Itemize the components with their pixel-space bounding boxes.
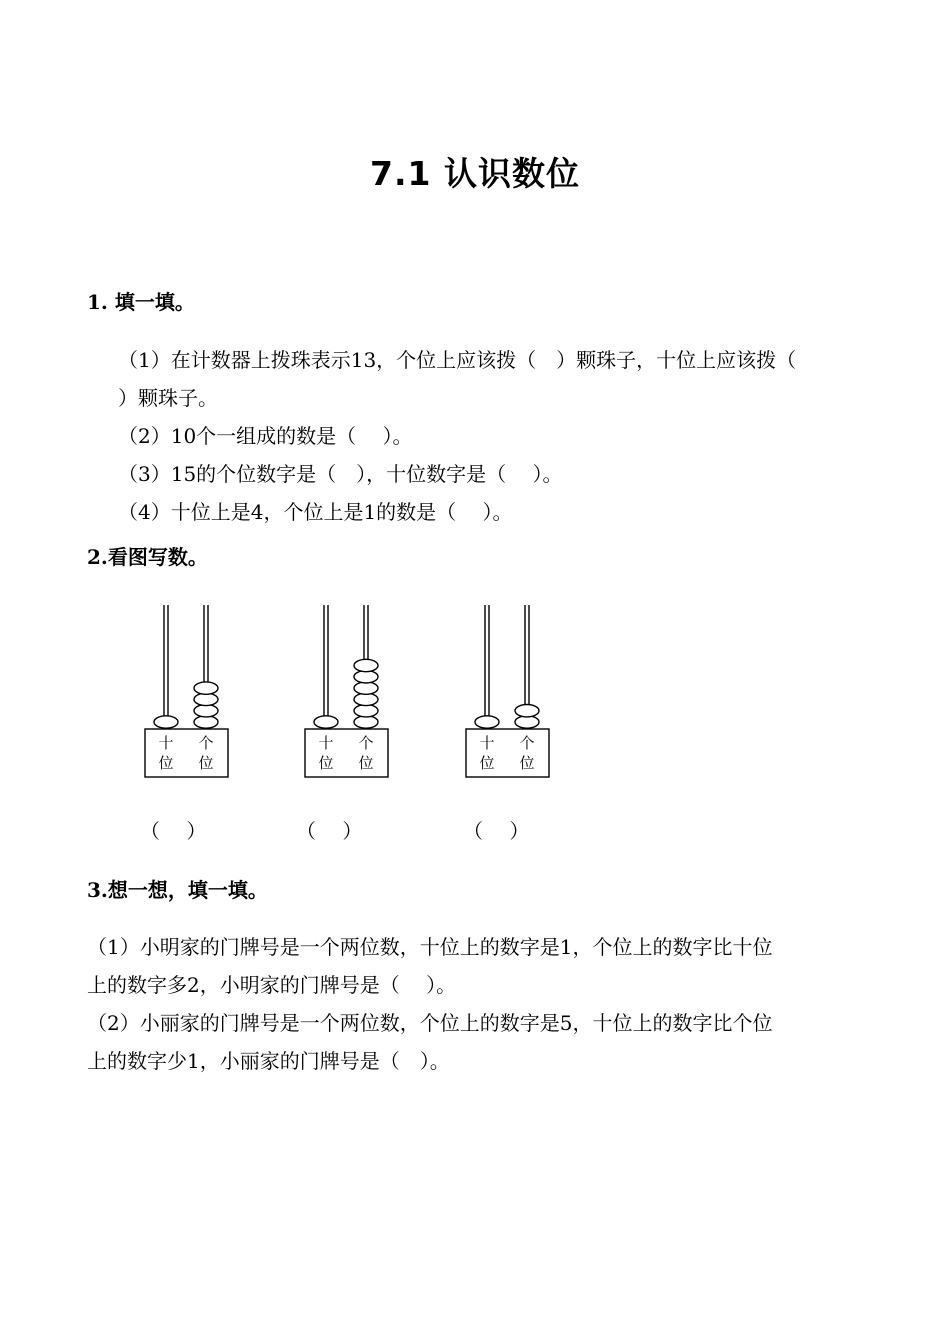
q2-heading: 2.看图写数。: [87, 545, 208, 569]
ones-bead: [354, 693, 378, 705]
ones-bead: [194, 682, 218, 694]
ones-label-char: 位: [198, 754, 214, 772]
tens-label-char: 位: [158, 754, 174, 772]
tens-label-char: 十: [158, 734, 174, 752]
abacus-base: [466, 729, 549, 777]
q1-item-3: （3）15的个位数字是（ ），十位数字是（ ）。: [118, 462, 563, 486]
q3-item-1-line-2: 上的数字多2，小明家的门牌号是（ ）。: [87, 973, 457, 997]
tens-label-char: 位: [318, 754, 334, 772]
q1-item-2: （2）10个一组成的数是（ ）。: [118, 424, 413, 448]
ones-bead: [354, 659, 378, 671]
tens-bead: [154, 716, 178, 728]
q1-heading: 1. 填一填。: [87, 290, 195, 314]
q3-item-2-line-1: （2）小丽家的门牌号是一个两位数，个位上的数字是5，十位上的数字比个位: [87, 1011, 773, 1035]
ones-bead: [354, 705, 378, 717]
abacus-figures: [0, 590, 950, 790]
tens-label-char: 位: [479, 754, 495, 772]
abacus-3: [466, 605, 549, 777]
ones-bead: [354, 716, 378, 728]
q2-answer-2: （ ）: [296, 819, 363, 843]
q2-answer-1: （ ）: [140, 819, 207, 843]
tens-label-char: 十: [318, 734, 334, 752]
ones-label-char: 个: [519, 734, 535, 752]
ones-label-char: 个: [198, 734, 214, 752]
tens-bead: [314, 716, 338, 728]
abacus-base: [145, 729, 228, 777]
q1-item-1-line-1: （1）在计数器上拨珠表示13，个位上应该拨（ ）颗珠子，十位上应该拨（: [118, 348, 797, 372]
ones-label-char: 位: [519, 754, 535, 772]
q3-item-1-line-1: （1）小明家的门牌号是一个两位数，十位上的数字是1，个位上的数字比十位: [87, 935, 773, 959]
tens-bead: [475, 716, 499, 728]
ones-bead: [515, 716, 539, 728]
ones-label-char: 位: [358, 754, 374, 772]
ones-bead: [354, 682, 378, 694]
abacus-2: [305, 605, 388, 777]
abacus-base: [305, 729, 388, 777]
abacus-1: [145, 605, 228, 777]
q1-item-1-line-2: ）颗珠子。: [118, 386, 218, 410]
ones-bead: [515, 705, 539, 717]
ones-bead: [194, 693, 218, 705]
ones-label-char: 个: [358, 734, 374, 752]
ones-bead: [354, 671, 378, 683]
tens-label-char: 十: [479, 734, 495, 752]
q3-heading: 3.想一想，填一填。: [87, 878, 268, 902]
page-title: 7.1 认识数位: [370, 154, 580, 193]
ones-bead: [194, 716, 218, 728]
q1-item-4: （4）十位上是4，个位上是1的数是（ ）。: [118, 500, 513, 524]
q2-answer-3: （ ）: [463, 819, 530, 843]
q3-item-2-line-2: 上的数字少1，小丽家的门牌号是（ ）。: [87, 1049, 450, 1073]
ones-bead: [194, 705, 218, 717]
